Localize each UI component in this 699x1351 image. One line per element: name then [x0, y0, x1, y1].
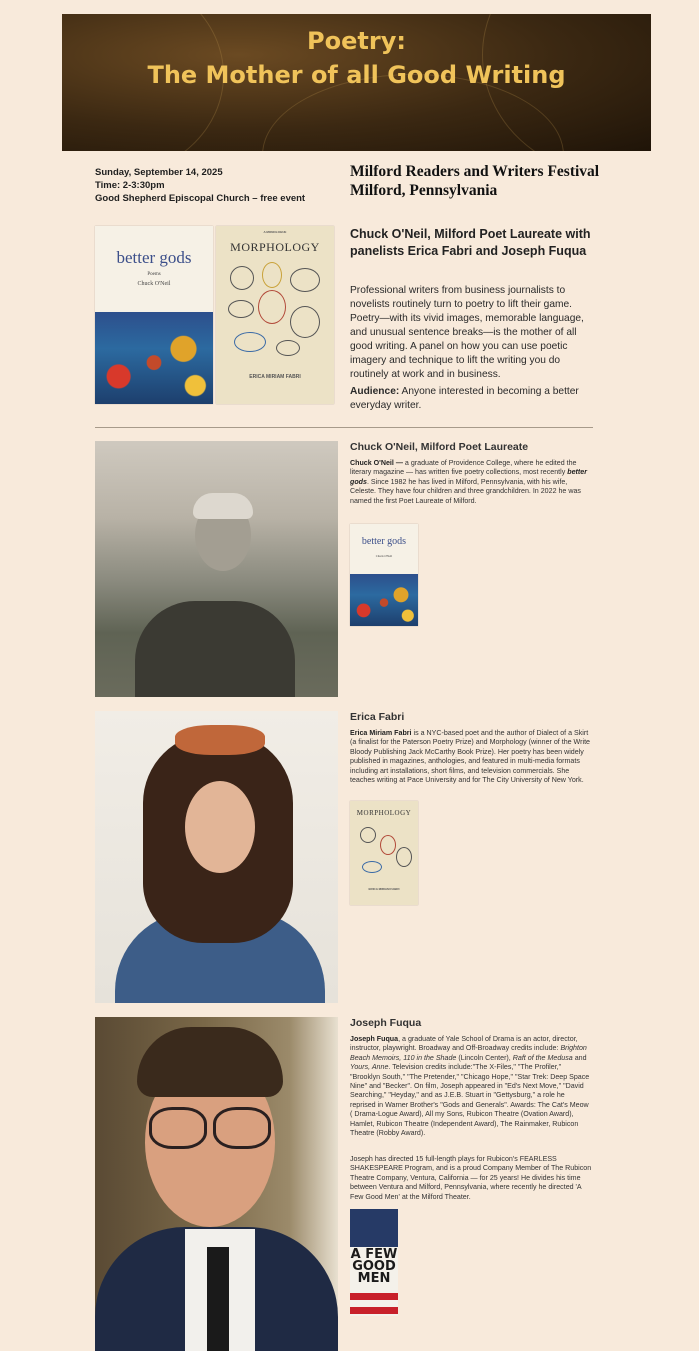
book-author: Chuck O'Neil	[137, 281, 171, 287]
header-banner	[62, 14, 651, 151]
joseph-bio-d: . Television credits include:"The X-Files," "The Profiler," "Brooklyn South," "The Pretender," "Chicago Hope," "Star Trek: Deep Space Nine" and "Becker". On film, Joseph appeared in "Ed's Next Move," "David Searching," "Heyday," and as J.E.B. Stuart in "Gettysburg," a role he reprised in Warner Brother's "Gods and Generals". Awards: The Cat's Meow ( Drama-Logue Award), All my Sons, Rubicon Theatre (Ovation Award), Hamlet, Rubicon Theatre (Independent Award), The Rainmaker, Rubicon Theatre (Robby Award).	[350, 1063, 590, 1138]
book-cover-better-gods	[95, 226, 213, 404]
banner-title-line1: Poetry:	[307, 27, 406, 55]
joseph-bio-shows2: Raft of the Medusa	[512, 1053, 573, 1062]
book-title: MORPHOLOGY	[230, 240, 320, 254]
book-subtitle: Poems	[147, 272, 161, 277]
joseph-heading: Joseph Fuqua	[350, 1017, 422, 1029]
joseph-bio-c: and	[574, 1053, 587, 1062]
chuck-bio	[350, 459, 592, 506]
snake-sketch-icon	[234, 332, 266, 352]
photo-joseph-fuqua	[95, 1017, 338, 1351]
book-author: ERICA MIRIAM FABRI	[249, 374, 301, 380]
snake-sketch-icon	[362, 861, 382, 873]
poster-figures	[350, 1209, 398, 1247]
glasses-right-icon	[213, 1107, 271, 1149]
cover-painting	[95, 312, 213, 404]
book-title: better gods	[361, 536, 407, 547]
event-date: Sunday, September 14, 2025	[95, 167, 223, 178]
cover-painting	[350, 574, 418, 626]
erica-name: Erica Miriam Fabri	[350, 729, 412, 737]
glasses-left-icon	[149, 1107, 207, 1149]
erica-bio-text: is a NYC-based poet and the author of Dialect of a Skirt (a finalist for the Paterson Poetry Prize) and Morphology (winner of the Write Bloody Publishing Jack McCarthy Book Prize). Her poetry has been widely published in magazines, anthologies, and featured in multi-media formats including art installations, short films, and television commercials. She teaches writing at Pace University and for The City University of New York.	[350, 729, 590, 785]
panel-description: Professional writers from business journalists to novelists routinely turn to poetry to lift their game. Poetry—with its vivid images, memorable language, and unusual sentence breaks—is the mother of all good writing. A panel on how you can use poetic imagery and technique to lift the writing you do routinely at work and in business.	[350, 285, 584, 380]
event-details	[95, 166, 305, 205]
hair-shape	[137, 1027, 283, 1097]
heart-sketch-icon	[380, 835, 396, 855]
book-cover-morphology	[216, 226, 334, 404]
sketch-icon	[360, 827, 376, 843]
book-title: better gods	[116, 248, 192, 267]
erica-heading: Erica Fabri	[350, 711, 405, 723]
a-few-good-men-poster	[350, 1209, 398, 1316]
photo-chuck-oneil	[95, 441, 338, 697]
hair-shape	[193, 493, 253, 519]
sketch-icon	[290, 268, 320, 292]
jellyfish-sketch-icon	[396, 847, 412, 867]
book-author: ERICA MIRIAM FABRI	[368, 887, 400, 891]
jellyfish-sketch-icon	[290, 306, 320, 338]
book-author: Chuck O'Neil	[375, 554, 393, 558]
chuck-bio-book: better gods	[350, 468, 587, 486]
heart-sketch-icon	[258, 290, 286, 324]
tie-shape	[207, 1247, 229, 1351]
banner-title	[62, 24, 651, 92]
book-title: MORPHOLOGY	[356, 809, 412, 817]
book-thumb-morphology	[350, 801, 418, 905]
joseph-bio-shows: Brighton Beach Memoirs, 110 in the Shade	[350, 1044, 587, 1062]
joseph-bio	[350, 1035, 592, 1138]
joseph-bio-b: (Lincoln Center),	[458, 1053, 511, 1062]
banner-title-line2: The Mother of all Good Writing	[147, 61, 566, 89]
event-venue: Good Shepherd Episcopal Church – free event	[95, 193, 306, 204]
panel-title: Chuck O'Neil, Milford Poet Laureate with panelists Erica Fabri and Joseph Fuqua	[350, 227, 591, 258]
sketch-icon	[228, 300, 254, 318]
event-time: Time: 2-3:30pm	[95, 180, 165, 191]
bulb-sketch-icon	[262, 262, 282, 288]
photo-erica-fabri	[95, 711, 338, 1003]
joseph-bio-shows3: Yours, Anne	[350, 1063, 389, 1072]
joseph-name: Joseph Fuqua	[350, 1035, 399, 1043]
erica-bio	[350, 729, 592, 785]
sketch-icon	[230, 266, 254, 290]
joseph-bio-a: , a graduate of Yale School of Drama is an actor, director, instructor, playwright. Broadway and Off-Broadway credits include:	[350, 1035, 578, 1053]
festival-location: Milford, Pennsylvania	[350, 182, 498, 199]
headscarf-shape	[175, 725, 265, 755]
face-shape	[185, 781, 255, 873]
jacket-shape	[135, 601, 295, 697]
audience-text: Anyone interested in becoming a better everyday writer.	[350, 386, 579, 411]
rat-sketch-icon	[276, 340, 300, 356]
festival-heading	[350, 162, 599, 200]
book-thumb-better-gods	[350, 524, 418, 626]
joseph-bio-2: Joseph has directed 15 full-length plays for Rubicon's FEARLESS SHAKESPEARE Program, and is a proud Company Member of The Rubicon Theatre Company, Ventura, California — for 25 years! He divides his time between Ventura and Milford, Pennsylvania, where recently he directed 'A Few Good Men' at the Milford Theater.	[350, 1155, 592, 1201]
panel-audience	[350, 385, 598, 413]
audience-label: Audience:	[350, 386, 400, 397]
festival-name: Milford Readers and Writers Festival	[350, 163, 600, 180]
poster-title: A FEW GOOD MEN	[350, 1247, 398, 1286]
chuck-heading: Chuck O'Neil, Milford Poet Laureate	[350, 441, 529, 453]
chuck-bio-b: . Since 1982 he has lived in Milford, Pennsylvania, with his wife, Celeste. They have four children and three grandchildren. In 2022 he was named the first Poet Laureate of Milford.	[350, 477, 581, 505]
chuck-bio-a: a graduate of Providence College, where he edited the literary magazine — has written five poetry collections, most recently	[350, 459, 577, 477]
chuck-name: Chuck O'Neil —	[350, 459, 403, 467]
section-divider	[95, 427, 593, 428]
book-topline: A MONOLOGUE	[263, 230, 287, 234]
